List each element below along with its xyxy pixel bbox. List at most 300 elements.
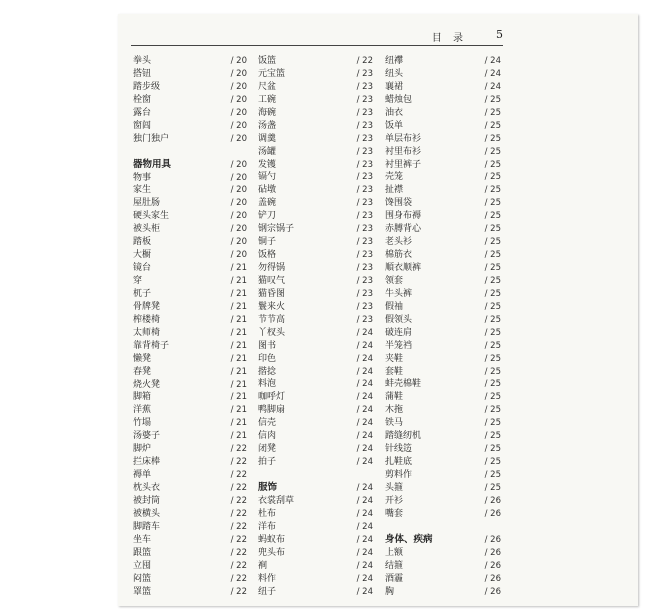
entry-page: / 20 [230, 94, 247, 105]
index-entry [258, 184, 373, 197]
entry-page: / 22 [230, 495, 247, 506]
index-entry [258, 560, 373, 573]
index-entry [133, 430, 247, 443]
entry-page: / 25 [484, 457, 501, 468]
entry-page: / 21 [230, 379, 247, 390]
index-entry [385, 133, 501, 146]
entry-page: / 25 [484, 133, 501, 144]
entry-term: 扯襟 [385, 185, 404, 196]
entry-term: 蜡烛包 [385, 94, 413, 105]
index-entry [258, 547, 373, 560]
entry-term: 独门独户 [133, 133, 170, 144]
entry-term: 竹塌 [133, 418, 152, 429]
entry-page: / 24 [356, 573, 373, 584]
index-entry [133, 210, 247, 223]
index-entry [385, 378, 501, 391]
entry-page: / 24 [356, 392, 373, 403]
entry-page: / 23 [356, 172, 373, 183]
entry-page: / 22 [356, 56, 373, 66]
entry-page: / 24 [356, 444, 373, 455]
index-entry [385, 288, 501, 301]
index-entry [385, 404, 501, 417]
entry-page: / 25 [484, 107, 501, 118]
entry-term: 蚂蚁布 [258, 534, 286, 545]
section-heading [385, 534, 501, 547]
entry-page: / 24 [484, 56, 501, 66]
entry-page: / 23 [356, 120, 373, 131]
index-entry [258, 391, 373, 404]
index-entry [133, 456, 247, 469]
entry-term: 铁马 [385, 418, 404, 429]
entry-page: / 22 [230, 444, 247, 455]
entry-term: 踏缝纫机 [385, 431, 422, 442]
entry-term: 襄裙 [385, 81, 404, 92]
entry-page: / 25 [484, 379, 501, 390]
entry-term: 枕头衣 [133, 483, 161, 493]
entry-page: / 20 [230, 250, 247, 261]
index-entry [258, 107, 373, 120]
entry-page: / 20 [230, 81, 247, 92]
entry-term: 壳笼 [385, 172, 404, 183]
entry-term: 烧火凳 [133, 379, 161, 390]
entry-term: 元宝篮 [258, 68, 286, 79]
entry-page: / 25 [484, 314, 501, 325]
entry-page: / 25 [484, 470, 501, 480]
entry-term: 服饰 [258, 482, 278, 493]
entry-page: / 20 [230, 211, 247, 222]
entry-page: / 21 [230, 276, 247, 286]
entry-page: / 20 [230, 237, 247, 248]
entry-term: 丫杈头 [258, 327, 286, 338]
entry-term: 太师椅 [133, 327, 161, 338]
entry-term: 单层布衫 [385, 133, 422, 144]
index-entry [258, 288, 373, 301]
index-entry [385, 508, 501, 521]
index-entry [385, 327, 501, 340]
entry-page: / 23 [356, 81, 373, 92]
entry-term: 假领头 [385, 314, 413, 325]
entry-term: 脚箱 [133, 392, 152, 403]
entry-term: 料泡 [258, 379, 277, 390]
index-entry [385, 417, 501, 430]
index-entry [385, 353, 501, 366]
entry-page: / 22 [230, 560, 247, 571]
entry-term: 踏步级 [133, 81, 161, 92]
entry-page: / 23 [356, 198, 373, 209]
entry-page: / 22 [230, 547, 247, 558]
entry-term: 木拖 [385, 405, 404, 416]
index-entry [258, 573, 373, 586]
index-entry [133, 172, 247, 185]
entry-term: 围身布褥 [385, 211, 422, 222]
entry-page: / 22 [230, 470, 247, 481]
entry-term: 杜布 [258, 508, 277, 519]
entry-term: 拍子 [258, 457, 277, 468]
index-entry [258, 275, 373, 288]
entry-page: / 26 [484, 586, 501, 597]
entry-page: / 20 [230, 224, 247, 235]
entry-page: / 24 [356, 327, 373, 338]
entry-term: 立囤 [133, 560, 152, 571]
entry-page: / 26 [484, 534, 501, 545]
entry-term: 衬里裤子 [385, 159, 422, 170]
entry-page: / 25 [484, 340, 501, 351]
index-entry [133, 379, 247, 392]
index-entry [133, 547, 247, 560]
entry-term: 镜台 [133, 263, 152, 274]
entry-term: 穿 [133, 276, 143, 286]
entry-term: 钢宗锅子 [258, 224, 295, 235]
index-entry [258, 146, 373, 159]
index-entry [385, 55, 501, 68]
index-entry [133, 417, 247, 430]
entry-term: 拦床棒 [133, 457, 161, 468]
entry-term: 栓窗 [133, 94, 152, 105]
entry-term: 上额 [385, 547, 404, 558]
index-entry [258, 378, 373, 391]
entry-term: 窗闾 [133, 120, 152, 131]
entry-term: 头箍 [385, 482, 404, 493]
entry-term: 纽头 [385, 68, 404, 79]
index-entry [133, 197, 247, 210]
entry-page: / 25 [484, 237, 501, 248]
index-entry [133, 495, 247, 508]
index-entry [133, 94, 247, 107]
index-entry [133, 366, 247, 379]
index-entry [385, 547, 501, 560]
entry-term: 身体、疾病 [385, 533, 433, 545]
index-entry [133, 534, 247, 547]
entry-page: / 26 [484, 547, 501, 558]
entry-page: / 24 [356, 534, 373, 545]
entry-page: / 21 [230, 301, 247, 312]
section-gap [385, 521, 501, 534]
entry-term: 尺盆 [258, 81, 277, 92]
entry-term: 揩捻 [258, 366, 277, 377]
entry-page: / 23 [356, 94, 373, 105]
index-entry [385, 146, 501, 159]
entry-page: / 24 [356, 379, 373, 390]
entry-term: 嘴套 [385, 508, 404, 519]
entry-page: / 25 [484, 418, 501, 429]
index-entry [258, 262, 373, 275]
index-entry [258, 236, 373, 249]
index-entry [133, 391, 247, 404]
entry-page: / 23 [356, 237, 373, 248]
entry-term: 领套 [385, 275, 404, 286]
entry-page: / 25 [484, 211, 501, 222]
index-entry [133, 55, 247, 68]
entry-term: 脚踏车 [133, 521, 161, 532]
entry-page: / 21 [230, 327, 247, 338]
entry-term: 器物用具 [133, 158, 172, 170]
entry-term: 夹鞋 [385, 353, 404, 364]
entry-term: 印色 [258, 353, 277, 364]
entry-term: 鸭脚扇 [258, 405, 286, 416]
entry-page: / 24 [484, 81, 501, 92]
entry-page: / 25 [484, 146, 501, 157]
index-entry [133, 184, 247, 197]
entry-term: 闷篮 [133, 573, 152, 584]
entry-term: 被横头 [133, 508, 161, 519]
entry-page: / 25 [484, 185, 501, 196]
index-column-2 [258, 55, 373, 598]
index-entry [385, 120, 501, 133]
index-column-1 [133, 55, 247, 598]
entry-term: 铜子 [258, 237, 277, 248]
entry-page: / 25 [484, 431, 501, 442]
entry-page: / 24 [356, 495, 373, 506]
index-entry [258, 495, 373, 508]
index-entry [258, 55, 373, 68]
index-entry [258, 133, 373, 146]
index-entry [133, 275, 247, 288]
index-entry [258, 443, 373, 456]
entry-page: / 24 [356, 560, 373, 571]
entry-page: / 24 [356, 508, 373, 519]
entry-term: 油衣 [385, 107, 404, 118]
index-entry [258, 456, 373, 469]
index-entry [133, 133, 247, 146]
entry-page: / 26 [484, 560, 501, 571]
header-title: 目 录 [431, 33, 467, 44]
entry-page: / 25 [484, 288, 501, 299]
index-entry [133, 301, 247, 314]
entry-page: / 25 [484, 353, 501, 364]
entry-term: 蒲鞋 [385, 392, 404, 403]
index-entry [258, 120, 373, 133]
entry-page: / 26 [484, 508, 501, 519]
index-entry [133, 560, 247, 573]
entry-page: / 24 [356, 457, 373, 468]
entry-page: / 24 [356, 340, 373, 351]
entry-page: / 25 [484, 250, 501, 261]
index-entry [385, 314, 501, 327]
entry-term: 针线笾 [385, 444, 413, 455]
index-entry [258, 94, 373, 107]
entry-term: 赤膊背心 [385, 224, 422, 235]
index-entry [258, 417, 373, 430]
entry-page: / 24 [356, 586, 373, 597]
index-entry [385, 456, 501, 469]
entry-page: / 22 [230, 521, 247, 532]
index-entry [258, 521, 373, 534]
entry-page: / 20 [230, 133, 247, 144]
entry-term: 砧墩 [258, 185, 277, 196]
index-entry [133, 236, 247, 249]
entry-term: 图书 [258, 340, 277, 351]
entry-term: 调羹 [258, 133, 277, 144]
entry-page: / 23 [356, 133, 373, 144]
index-entry [385, 573, 501, 586]
entry-page: / 24 [356, 366, 373, 377]
index-entry [258, 586, 373, 599]
index-entry [385, 495, 501, 508]
entry-term: 工碗 [258, 94, 277, 105]
entry-term: 洋布 [258, 521, 277, 532]
entry-page: / 21 [230, 353, 247, 364]
index-entry [385, 236, 501, 249]
entry-term: 馋围袋 [385, 198, 413, 209]
entry-term: 纽子 [258, 586, 277, 597]
entry-term: 榨楼椅 [133, 314, 161, 325]
entry-term: 骨牌凳 [133, 301, 161, 312]
entry-term: 洋蕉 [133, 405, 152, 416]
entry-page: / 22 [230, 534, 247, 545]
index-entry [133, 81, 247, 94]
entry-page: / 25 [484, 159, 501, 170]
entry-term: 裥 [258, 560, 268, 571]
index-entry [133, 288, 247, 301]
index-entry [133, 521, 247, 534]
index-entry [258, 301, 373, 314]
entry-page: / 20 [230, 120, 247, 131]
entry-page: / 23 [356, 288, 373, 299]
index-entry [385, 94, 501, 107]
entry-term: 盖碗 [258, 198, 277, 209]
entry-page: / 22 [230, 586, 247, 597]
entry-term: 勿得锅 [258, 263, 286, 273]
entry-term: 罩篮 [133, 586, 152, 597]
entry-term: 脚炉 [133, 444, 152, 455]
entry-term: 猫昏图 [258, 288, 286, 299]
entry-page: / 25 [484, 275, 501, 286]
index-entry [133, 404, 247, 417]
index-entry [385, 197, 501, 210]
index-entry [133, 68, 247, 81]
index-entry [133, 120, 247, 133]
entry-page: / 24 [356, 431, 373, 442]
entry-page: / 25 [484, 198, 501, 209]
entry-term: 剪料作 [385, 470, 413, 480]
index-entry [258, 340, 373, 353]
entry-page: / 20 [230, 172, 247, 183]
entry-term: 发镬 [258, 159, 277, 170]
entry-page: / 20 [230, 68, 247, 79]
page-header [131, 29, 503, 46]
entry-term: 物事 [133, 172, 152, 183]
entry-page: / 21 [230, 405, 247, 416]
entry-page: / 25 [484, 120, 501, 131]
index-entry [258, 197, 373, 210]
entry-page: / 24 [356, 405, 373, 416]
index-entry [133, 327, 247, 340]
index-entry [133, 482, 247, 495]
entry-term: 順衣顺裤 [385, 263, 422, 273]
index-entry [385, 301, 501, 314]
entry-page: / 25 [484, 94, 501, 105]
index-entry [385, 107, 501, 120]
entry-term: 猫叹气 [258, 275, 286, 286]
entry-term: 破连肩 [385, 327, 413, 338]
index-entry [258, 159, 373, 172]
entry-page: / 26 [484, 573, 501, 584]
entry-page: / 21 [230, 431, 247, 442]
entry-term: 胸 [385, 586, 395, 597]
entry-term: 海碗 [258, 107, 277, 118]
entry-page: / 24 [356, 483, 373, 493]
page-number: 5 [496, 28, 503, 41]
entry-term: 结箍 [385, 560, 404, 571]
entry-term: 硬头家生 [133, 211, 170, 222]
index-entry [133, 586, 247, 599]
entry-page: / 23 [356, 263, 373, 273]
index-entry [258, 249, 373, 262]
entry-page: / 23 [356, 107, 373, 118]
entry-term: 信肉 [258, 431, 277, 442]
entry-page: / 25 [484, 172, 501, 183]
index-entry [385, 171, 501, 184]
entry-term: 褥单 [133, 470, 152, 481]
entry-page: / 25 [484, 405, 501, 416]
entry-page: / 22 [230, 508, 247, 519]
index-entry [133, 443, 247, 456]
entry-page: / 24 [484, 68, 501, 79]
entry-term: 牛头裤 [385, 288, 413, 299]
entry-term: 大橱 [133, 250, 152, 261]
entry-page: / 24 [356, 353, 373, 364]
index-entry [385, 223, 501, 236]
entry-page: / 25 [484, 366, 501, 377]
index-entry [133, 107, 247, 120]
entry-page: / 20 [230, 159, 247, 170]
section-gap [258, 469, 373, 482]
entry-term: 搭钮 [133, 68, 152, 79]
index-entry [258, 171, 373, 184]
entry-term: 衬里布衫 [385, 146, 422, 157]
entry-page: / 23 [356, 159, 373, 170]
entry-page: / 21 [230, 340, 247, 351]
index-entry [385, 210, 501, 223]
index-entry [385, 68, 501, 81]
entry-term: 半笼裆 [385, 340, 413, 351]
entry-page: / 23 [356, 314, 373, 325]
entry-term: 铲刀 [258, 211, 277, 222]
entry-term: 棉筋衣 [385, 250, 413, 261]
entry-term: 跟篮 [133, 547, 152, 558]
entry-page: / 25 [484, 301, 501, 312]
entry-term: 兜头布 [258, 547, 286, 558]
index-entry [258, 534, 373, 547]
entry-page: / 22 [230, 573, 247, 584]
entry-page: / 24 [356, 521, 373, 532]
entry-term: 饭篮 [258, 56, 277, 66]
entry-term: 被封筒 [133, 495, 161, 506]
entry-page: / 22 [230, 457, 247, 468]
index-entry [385, 391, 501, 404]
index-entry [385, 482, 501, 495]
index-column-3 [385, 55, 501, 598]
entry-term: 纽襻 [385, 56, 404, 66]
entry-page: / 25 [484, 444, 501, 455]
entry-page: / 23 [356, 224, 373, 235]
entry-page: / 20 [230, 107, 247, 118]
index-entry [133, 340, 247, 353]
section-gap [133, 146, 247, 159]
index-entry [385, 159, 501, 172]
entry-term: 鬟来火 [258, 301, 286, 312]
entry-page: / 25 [484, 392, 501, 403]
entry-term: 镉勺 [258, 172, 277, 183]
index-entry [385, 81, 501, 94]
entry-term: 踏板 [133, 237, 152, 248]
index-entry [385, 340, 501, 353]
entry-term: 杌子 [133, 288, 152, 299]
entry-page: / 20 [230, 198, 247, 209]
entry-page: / 26 [484, 495, 501, 506]
entry-term: 闭凳 [258, 444, 277, 455]
entry-page: / 20 [230, 56, 247, 66]
